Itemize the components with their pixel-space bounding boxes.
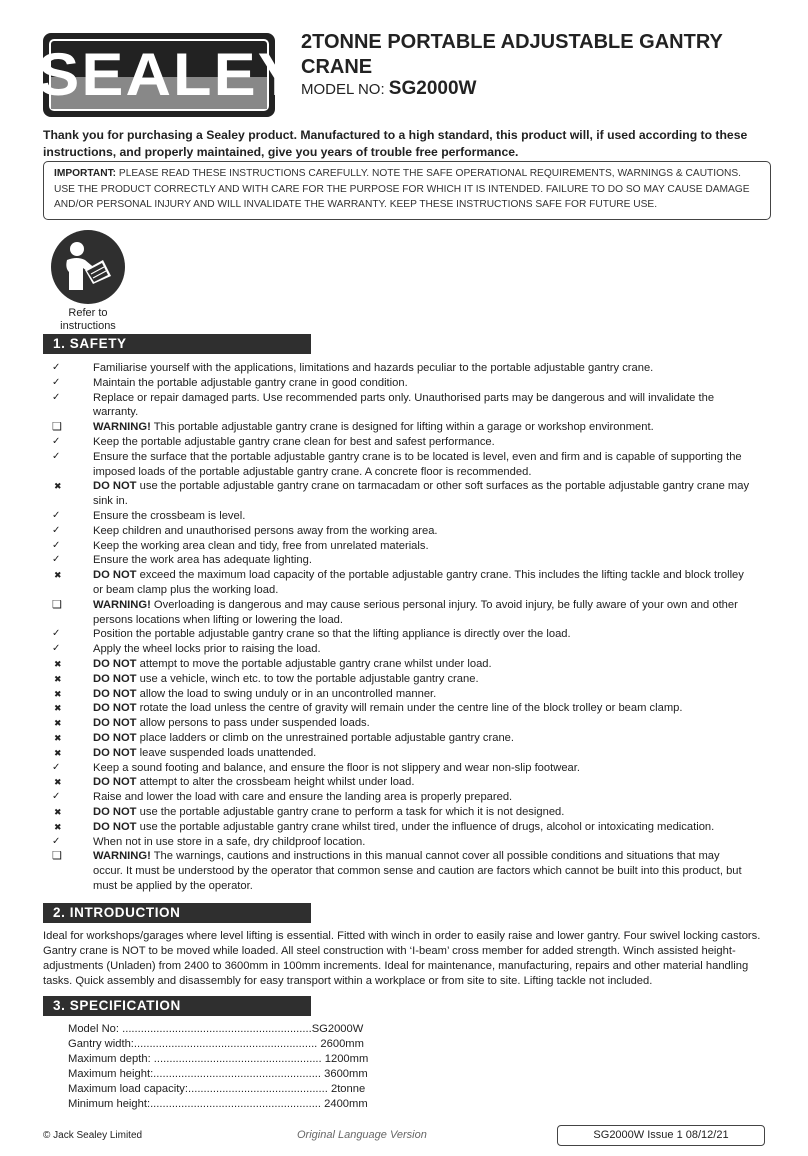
safety-item-text	[93, 524, 752, 539]
important-text: PLEASE READ THESE INSTRUCTIONS CAREFULLY. NOTE THE SAFE OPERATIONAL REQUIREMENTS, WARNINGS & CAUTIONS. USE THE PRODUCT CORRECTLY AND WITH CARE FOR THE PURPOSE FOR WHICH IT IS INTENDED. FAILURE TO DO SO MAY CAUSE DAMAGE AND/OR PERSONAL INJURY AND WILL INVALIDATE THE WARRANTY. KEEP THESE INSTRUCTIONS SAFE FOR FUTURE USE.	[54, 168, 750, 210]
safety-item-emphasis: WARNING!	[93, 421, 151, 434]
safety-item-body: Keep the working area clean and tidy, free from unrelated materials.	[93, 539, 429, 552]
safety-item	[52, 849, 752, 893]
safety-item-emphasis: DO NOT	[93, 776, 137, 789]
safety-item-emphasis: WARNING!	[93, 850, 151, 863]
safety-item-body: Keep the portable adjustable gantry crane clean for best and safest performance.	[93, 435, 495, 448]
cross-icon: ✖	[54, 806, 62, 817]
cross-icon: ✖	[54, 821, 62, 832]
safety-item-body: Apply the wheel locks prior to raising the load.	[93, 643, 321, 656]
safety-item-text	[93, 761, 752, 776]
safety-item-text	[93, 731, 752, 746]
model-line	[301, 78, 476, 100]
safety-item-text	[93, 539, 752, 554]
safety-item-body: allow the load to swing unduly or in an uncontrolled manner.	[136, 687, 437, 700]
spec-row: Maximum depth: ...................................................... 1200mm	[68, 1053, 369, 1065]
safety-item	[52, 479, 752, 509]
safety-item-text	[93, 627, 752, 642]
warning-box-icon: ❑	[52, 421, 62, 434]
cross-icon: ✖	[54, 570, 62, 581]
spec-row: Minimum height:....................................................... 2400mm	[68, 1098, 368, 1110]
logo-text: SEALEY	[37, 41, 302, 108]
safety-item-body: use a vehicle, winch etc. to tow the portable adjustable gantry crane.	[136, 672, 479, 685]
safety-item-body: leave suspended loads unattended.	[136, 746, 317, 759]
safety-item-body: Raise and lower the load with care and ensure the landing area is properly prepared.	[93, 791, 513, 804]
important-label: IMPORTANT:	[54, 168, 117, 179]
safety-item	[52, 672, 752, 687]
safety-item-emphasis: DO NOT	[93, 731, 137, 744]
safety-item-text	[93, 509, 752, 524]
refer-to-instructions	[51, 230, 125, 333]
cross-icon: ✖	[54, 732, 62, 743]
safety-item-emphasis: DO NOT	[93, 687, 137, 700]
safety-item-body: use the portable adjustable gantry crane whilst tired, under the influence of drugs, alcohol or intoxicating medication.	[136, 820, 715, 833]
safety-item	[52, 391, 752, 421]
safety-item	[52, 716, 752, 731]
safety-item-body: place ladders or climb on the unrestrained portable adjustable gantry crane.	[136, 731, 515, 744]
important-notice	[43, 161, 771, 220]
check-icon: ✓	[52, 509, 61, 521]
specification-list	[68, 1022, 368, 1112]
safety-item-text	[93, 849, 752, 893]
safety-item	[52, 627, 752, 642]
safety-item-text	[93, 376, 752, 391]
safety-item-text	[93, 479, 752, 509]
safety-item-body: Maintain the portable adjustable gantry crane in good condition.	[93, 376, 408, 389]
safety-item	[52, 524, 752, 539]
safety-item-text	[93, 361, 752, 376]
safety-item-body: When not in use store in a safe, dry childproof location.	[93, 835, 366, 848]
cross-icon: ✖	[54, 658, 62, 669]
safety-item-emphasis: DO NOT	[93, 702, 137, 715]
section-header-specification: 3. SPECIFICATION	[43, 996, 311, 1016]
safety-item	[52, 790, 752, 805]
check-icon: ✓	[52, 554, 61, 566]
safety-item-body: Ensure the work area has adequate lighting.	[93, 554, 312, 567]
safety-item	[52, 701, 752, 716]
safety-item	[52, 376, 752, 391]
safety-item-body: The warnings, cautions and instructions in this manual cannot cover all possible conditions and situations that may occur. It must be understood by the operator that common sense and caution are factors which cannot be built into this product, but must be applied by the operator.	[93, 850, 742, 892]
check-icon: ✓	[52, 643, 61, 655]
issue-box: SG2000W Issue 1 08/12/21	[557, 1125, 765, 1146]
spec-row: Maximum height:...................................................... 3600mm	[68, 1068, 368, 1080]
safety-item	[52, 805, 752, 820]
safety-item	[52, 450, 752, 480]
introduction-paragraph: Ideal for workshops/garages where level lifting is essential. Fitted with winch in order to easily raise and lower gantry. Four swivel locking castors. Gantry crane is NOT to be moved while loaded. All steel construction with ‘I-beam’ cross member for added strength. Winch assisted height-adjustments (Unladen) from 2400 to 3600mm in 100mm increments. Ideal for maintenance, manufacturing, repairs and other material handling tasks. Quick assembly and disassembly for easy transport within a workplace or from site to site. Lifting tackle not included.	[43, 930, 761, 987]
safety-item	[52, 657, 752, 672]
cross-icon: ✖	[54, 688, 62, 699]
safety-item-body: exceed the maximum load capacity of the portable adjustable gantry crane. This includes the lifting tackle and block trolley or beam clamp plus the working load.	[93, 569, 744, 596]
safety-item-emphasis: DO NOT	[93, 569, 137, 582]
safety-item-emphasis: DO NOT	[93, 820, 137, 833]
cross-icon: ✖	[54, 481, 62, 492]
safety-item	[52, 687, 752, 702]
model-label: MODEL NO:	[301, 81, 385, 98]
safety-item	[52, 746, 752, 761]
safety-item	[52, 835, 752, 850]
safety-item-body: attempt to alter the crossbeam height whilst under load.	[136, 776, 415, 789]
safety-item-text	[93, 687, 752, 702]
safety-item	[52, 539, 752, 554]
thanks-paragraph: Thank you for purchasing a Sealey product. Manufactured to a high standard, this product will, if used according to these instructions, and properly maintained, give you years of trouble free performance.	[43, 128, 748, 159]
safety-item-body: allow persons to pass under suspended loads.	[136, 717, 370, 730]
safety-item-body: use the portable adjustable gantry crane to perform a task for which it is not designed.	[136, 805, 565, 818]
safety-item-text	[93, 450, 752, 480]
cross-icon: ✖	[54, 718, 62, 729]
safety-item-body: This portable adjustable gantry crane is designed for lifting within a garage or workshop environment.	[150, 421, 654, 434]
safety-item-text	[93, 746, 752, 761]
safety-item	[52, 420, 752, 435]
safety-item-text	[93, 642, 752, 657]
safety-item-body: attempt to move the portable adjustable gantry crane whilst under load.	[136, 657, 492, 670]
check-icon: ✓	[52, 362, 61, 373]
spec-row: Model No: .............................................................SG2000W	[68, 1023, 364, 1035]
warning-box-icon: ❑	[52, 598, 62, 611]
safety-item-body: Keep children and unauthorised persons away from the working area.	[93, 524, 438, 537]
safety-item-text	[93, 598, 752, 628]
safety-item-body: Overloading is dangerous and may cause serious personal injury. To avoid injury, be fully aware of your own and other persons locations when lifting or lowering the load.	[93, 598, 738, 626]
spec-row: Gantry width:........................................................... 2600mm	[68, 1038, 364, 1050]
safety-item-text	[93, 435, 752, 450]
cross-icon: ✖	[54, 703, 62, 714]
safety-item-emphasis: DO NOT	[93, 672, 137, 685]
safety-item	[52, 509, 752, 524]
cross-icon: ✖	[54, 777, 62, 788]
warning-box-icon: ❑	[52, 850, 62, 863]
safety-item-text	[93, 657, 752, 672]
check-icon: ✓	[52, 628, 61, 640]
check-icon: ✓	[52, 524, 61, 536]
safety-item-emphasis: DO NOT	[93, 717, 137, 730]
check-icon: ✓	[52, 791, 61, 803]
check-icon: ✓	[52, 835, 61, 847]
safety-item-text	[93, 820, 752, 835]
safety-item-body: Ensure the crossbeam is level.	[93, 509, 246, 522]
safety-item-emphasis: DO NOT	[93, 657, 137, 670]
refer-label: Refer to instructions	[60, 307, 116, 332]
document-title: 2TONNE PORTABLE ADJUSTABLE GANTRY CRANE	[301, 31, 723, 78]
safety-item	[52, 435, 752, 450]
safety-item-text	[93, 716, 752, 731]
safety-item-emphasis: DO NOT	[93, 805, 137, 818]
safety-item-emphasis: DO NOT	[93, 746, 137, 759]
safety-list	[52, 361, 752, 894]
safety-item	[52, 553, 752, 568]
safety-item-text	[93, 790, 752, 805]
check-icon: ✓	[52, 761, 61, 773]
safety-item-body: Ensure the surface that the portable adjustable gantry crane is to be located is level, even and firm and is capable of supporting the imposed loads of the portable adjustable gantry crane. A concrete floor is recommended.	[93, 450, 742, 478]
safety-item	[52, 761, 752, 776]
safety-item	[52, 568, 752, 598]
read-manual-icon	[51, 230, 125, 304]
check-icon: ✓	[52, 539, 61, 551]
safety-item-body: rotate the load unless the centre of gravity will remain under the centre line of the block trolley or beam clamp.	[136, 702, 683, 715]
safety-item	[52, 775, 752, 790]
cross-icon: ✖	[54, 747, 62, 758]
safety-item-text	[93, 391, 752, 421]
safety-item-text	[93, 420, 752, 435]
safety-item-text	[93, 701, 752, 716]
safety-item	[52, 731, 752, 746]
safety-item-emphasis: DO NOT	[93, 480, 137, 493]
check-icon: ✓	[52, 376, 61, 388]
safety-item-body: Replace or repair damaged parts. Use recommended parts only. Unauthorised parts may be dangerous and will invalidate the warranty.	[93, 391, 715, 419]
safety-item-text	[93, 775, 752, 790]
spec-row: Maximum load capacity:............................................. 2tonne	[68, 1083, 366, 1095]
safety-item-text	[93, 568, 752, 598]
safety-item-body: use the portable adjustable gantry crane on tarmacadam or other soft surfaces as the portable adjustable gantry crane may sink in.	[93, 480, 750, 508]
section-header-introduction: 2. INTRODUCTION	[43, 903, 311, 923]
safety-item-emphasis: WARNING!	[93, 598, 151, 611]
safety-item	[52, 820, 752, 835]
safety-item-body: Familiarise yourself with the applications, limitations and hazards peculiar to the portable adjustable gantry crane.	[93, 362, 654, 374]
check-icon: ✓	[52, 435, 61, 447]
safety-item	[52, 361, 752, 376]
safety-item-text	[93, 672, 752, 687]
cross-icon: ✖	[54, 673, 62, 684]
section-header-safety: 1. SAFETY	[43, 334, 311, 354]
safety-item-text	[93, 553, 752, 568]
safety-item-body: Keep a sound footing and balance, and ensure the floor is not slippery and wear non-slip footwear.	[93, 761, 580, 774]
safety-item-body: Position the portable adjustable gantry crane so that the lifting appliance is directly over the load.	[93, 628, 571, 641]
language-version: Original Language Version	[297, 1129, 427, 1141]
check-icon: ✓	[52, 391, 61, 403]
safety-item-text	[93, 805, 752, 820]
model-number: SG2000W	[388, 78, 477, 99]
safety-item-text	[93, 835, 752, 850]
safety-item	[52, 598, 752, 628]
safety-item	[52, 642, 752, 657]
sealey-logo	[37, 33, 302, 117]
check-icon: ✓	[52, 450, 61, 462]
copyright: © Jack Sealey Limited	[43, 1130, 143, 1141]
